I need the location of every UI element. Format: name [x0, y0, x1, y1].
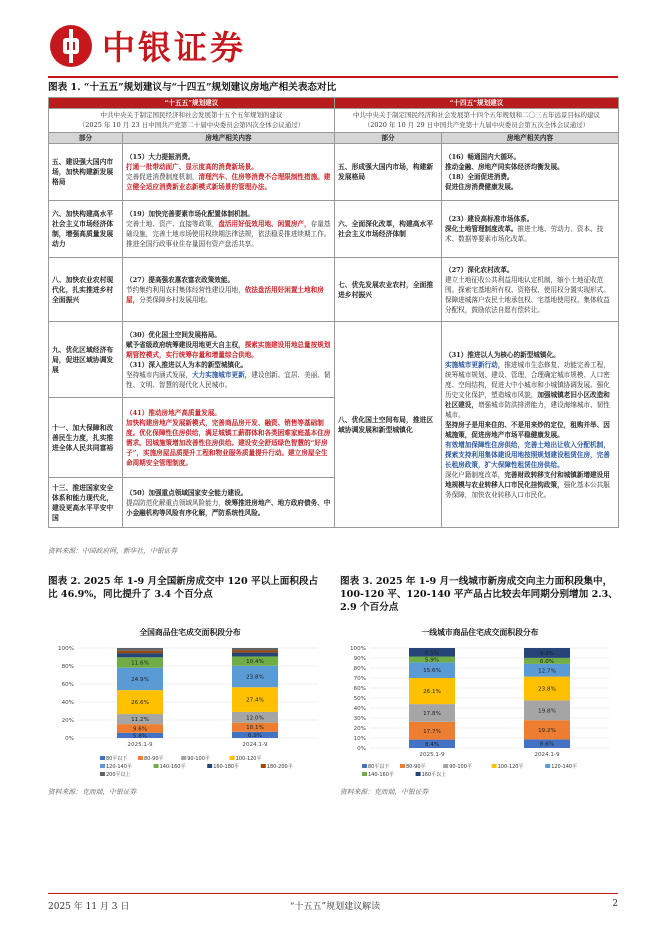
- legend-swatch: [181, 756, 186, 760]
- legend-swatch: [230, 756, 235, 760]
- legend-label: 100-120平: [235, 756, 262, 762]
- left-part: 六、加快构建高水平社会主义市场经济体制，增强高质量发展动力: [49, 201, 123, 258]
- right-part: 六、全面深化改革，构建高水平社会主义市场经济体制: [335, 201, 442, 258]
- bar-segment: [232, 653, 278, 657]
- left-part: 十三、推进国家安全体系和能力现代化，建设更高水平平安中国: [49, 478, 123, 528]
- data-label: 26.1%: [423, 689, 441, 696]
- chart1-title: 全国商品住宅成交面积段分布: [139, 628, 241, 637]
- legend-swatch: [400, 764, 405, 768]
- left-header: “十五五”规划建议: [49, 98, 335, 109]
- data-label: 8.4%: [424, 741, 440, 748]
- legend-label: 80平以下: [106, 756, 128, 762]
- legend-label: 120-140平: [106, 764, 132, 770]
- legend-label: 80-90平: [406, 764, 426, 770]
- x-tick-label: 2025.1-9: [127, 742, 153, 748]
- legend-label: 120-140平: [551, 764, 578, 770]
- footer-divider: [48, 893, 618, 894]
- legend-swatch: [207, 764, 212, 768]
- right-subtitle: 中共中央关于制定国民经济和社会发展第十四个五年规划和二〇三五年远景目标的建议 （2020 年 10 月 29 日中国共产党第十九届中央委员会第五次全体会议通过）: [335, 109, 619, 133]
- data-label: 10.4%: [246, 659, 264, 666]
- legend-label: 160-180平: [213, 764, 240, 770]
- data-label: 8.5%: [424, 650, 440, 657]
- y-tick-label: 50%: [353, 696, 366, 702]
- y-tick-label: 40%: [353, 706, 366, 712]
- right-part: 五、形成强大国内市场，构建新发展格局: [335, 144, 442, 201]
- right-content: （16）畅通国内大循环。 推动金融、房地产同实体经济均衡发展。 （18）全面促进消费。 促进住房消费健康发展。: [442, 144, 619, 201]
- y-tick-label: 60%: [61, 682, 74, 688]
- policy-comparison-table: [48, 97, 619, 528]
- legend-swatch: [545, 764, 550, 768]
- right-content: （27）深化农村改革。 建立土地征收公共利益用地认定机制，缩小土地征收范围。探索宅基地所有权、资格权、使用权分置实现形式。保障进城落户农民土地承包权、宅基地使用权、集体收益分配权，鼓励依法自愿有偿转让。: [442, 258, 619, 322]
- y-tick-label: 20%: [61, 718, 74, 724]
- data-label: 5.8%: [132, 733, 148, 740]
- col-part: 部分: [49, 133, 123, 144]
- right-content: （23）建设高标准市场体系。 深化土地管理制度改革。推进土地、劳动力、资本、技术、数据等要素市场化改革。: [442, 201, 619, 258]
- legend-swatch: [416, 772, 421, 776]
- bar-segment: [117, 648, 163, 651]
- legend-label: 100-120平: [497, 764, 524, 770]
- data-label: 17.8%: [423, 711, 441, 717]
- y-tick-label: 90%: [353, 656, 366, 662]
- legend-label: 90-100平: [187, 756, 210, 762]
- left-content: （50）加强重点领域国家安全能力建设。 提高防范化解重点领域风险能力，统筹推进房地产、地方政府债务、中小金融机构等风险有序化解，严防系统性风险。: [123, 478, 335, 528]
- data-label: 10.1%: [246, 725, 264, 732]
- fig1-caption: 图表 1. “十五五”规划建议与“十四五”规划建议房地产相关表态对比: [48, 82, 337, 93]
- table-row: [49, 322, 619, 398]
- col-part: 部分: [335, 133, 442, 144]
- fig2-caption: 图表 2. 2025 年 1-9 月全国新房成交中 120 平以上面积段占比 46.9%，同比提升了 3.4 个百分点: [48, 576, 319, 600]
- left-part: 五、建设强大国内市场，加快构建新发展格局: [49, 144, 123, 201]
- legend-swatch: [154, 764, 159, 768]
- data-label: 11.6%: [131, 660, 149, 667]
- left-content: （15）大力提振消费。 打通一批带动面广、显示度高的消费新场景。 完善促进消费制度机制，清理汽车、住房等消费不合理限制性措施。建立健全适应消费新业态新模式新场景的管理办法。: [123, 144, 335, 201]
- y-tick-label: 20%: [353, 726, 366, 732]
- y-tick-label: 60%: [353, 686, 366, 692]
- y-tick-label: 40%: [61, 700, 74, 706]
- right-part: 八、优化国土空间布局，推进区域协调发展和新型城镇化: [335, 322, 442, 528]
- fig2-source: 资料来源：克而瑞，中银证券: [48, 788, 137, 796]
- bank-logo-icon: [50, 25, 92, 67]
- table-row: [49, 258, 619, 322]
- legend-label: 140-160平: [159, 764, 186, 770]
- right-part: 七、优先发展农业农村，全面推进乡村振兴: [335, 258, 442, 322]
- data-label: 12.7%: [538, 668, 556, 675]
- left-part: 九、优化区域经济布局，促进区域协调发展: [49, 322, 123, 398]
- data-label: 11.2%: [131, 717, 149, 724]
- left-content: （27）提高强农惠农富农政策效能。 节约集约利用农村集体经营性建设用地，依法盘活用好闲置土地和房屋，分类保障乡村发展用地。: [123, 258, 335, 322]
- y-tick-label: 80%: [353, 666, 366, 672]
- right-content: （31）推进以人为核心的新型城镇化。 实施城市更新行动，推进城市生态修复、功能完善工程，统筹城市规划、建设、管理，合理确定城市规模、人口密度、空间结构，促进大中小城市和小城镇协调发展。强化历史文化保护，塑造城市风貌，加强城镇老旧小区改造和社区建设，增强城市防洪排涝能力，建设海绵城市、韧性城市。 坚持房子是用来住的、不是用来炒的定位，租购并举、因城施策，促进房地产市场平稳健康发展。 有效增加保障性住房供给，完善土地出让收入分配机制，探索支持利用集体建设用地按照规划建设租赁住房，完善长租房政策，扩大保障性租赁住房供给。 深化户籍制度改革，完善财政转移支付和城镇新增建设用地规模与农业转移人口市民化挂钩政策，强化基本公共服务保障，加快农业转移人口市民化。: [442, 322, 619, 528]
- left-content: （19）加快完善要素市场化配置体制机制。 完善土地、资产、直接等政策，盘活用好低效用地、闲置房产，存量基础设施，完善土地市场使用权续期法律法规，依法稳妥推进续期工作。推进全国行政事业住存量国有资产盘活共享。: [123, 201, 335, 258]
- legend-label: 90-100平: [449, 764, 472, 770]
- legend-label: 140-160平: [368, 772, 394, 778]
- brand-name: 中银证券: [102, 28, 246, 67]
- y-tick-label: 70%: [353, 676, 366, 682]
- legend-swatch: [100, 764, 105, 768]
- data-label: 19.2%: [538, 727, 556, 734]
- data-label: 5.9%: [424, 657, 440, 664]
- chart2-title: 一线城市商品住宅成交面积段分布: [421, 628, 539, 637]
- fig1-source: 资料来源：中国政府网，新华社，中银证券: [48, 547, 178, 555]
- data-label: 19.8%: [538, 708, 556, 715]
- legend-label: 200平以上: [106, 772, 131, 778]
- col-content: 房地产相关内容: [123, 133, 335, 144]
- y-tick-label: 0%: [65, 736, 74, 742]
- fig3-caption: 图表 3. 2025 年 1-9 月一线城市新房成交向主力面积段集中，100-120 平、120-140 平产品占比较去年同期分别增加 2.3、2.9 个百分点: [340, 576, 618, 613]
- data-label: 17.7%: [423, 728, 441, 735]
- y-tick-label: 100%: [350, 646, 366, 652]
- data-label: 23.8%: [538, 686, 556, 693]
- y-tick-label: 10%: [353, 736, 366, 742]
- col-content: 房地产相关内容: [442, 133, 619, 144]
- chart-national-area-distribution: [48, 640, 326, 780]
- footer-title: “十五五”规划建议解读: [289, 902, 381, 912]
- data-label: 24.9%: [131, 676, 149, 683]
- left-part: 八、加快农业农村现代化，扎实推进乡村全面振兴: [49, 258, 123, 322]
- table-row: [49, 201, 619, 258]
- header-divider: [48, 76, 618, 78]
- data-label: 9.6%: [132, 726, 148, 733]
- y-tick-label: 0%: [357, 746, 366, 752]
- data-label: 6.0%: [539, 658, 555, 665]
- fig3-source: 资料来源：克而瑞，中银证券: [340, 788, 429, 796]
- right-header: “十四五”规划建议: [335, 98, 619, 109]
- left-part: 十一、加大保障和改善民生力度，扎实推进全体人民共同富裕: [49, 398, 123, 478]
- data-label: 12.0%: [246, 715, 264, 722]
- y-tick-label: 30%: [353, 716, 366, 722]
- left-content: （30）优化国土空间发展格局。 赋予省级政府统筹建设用地更大自主权，探索实施建设用地总量按规划期管控模式，实行统筹存量和增量综合供地。 （31）深入推进以人为本的新型城镇化。 坚持城市内涵式发展，大力实施城市更新，建设创新、宜居、美丽、韧性、文明、智慧的现代化人民城市。: [123, 322, 335, 398]
- left-subtitle: 中共中央关于制定国民经济和社会发展第十五个五年规划的建议 （2025 年 10 月 23 日中国共产党第二十届中央委员会第四次全体会议通过）: [49, 109, 335, 133]
- data-label: 15.6%: [423, 668, 441, 675]
- bar-segment: [117, 653, 163, 657]
- x-tick-label: 2024.1-9: [534, 752, 560, 758]
- data-label: 6.9%: [247, 732, 263, 739]
- bar-segment: [232, 648, 278, 651]
- data-label: 9.9%: [539, 650, 555, 657]
- left-content: （41）推动房地产高质量发展。 加快构建房地产发展新模式，完善商品房开发、融资、销售等基础制度。优化保障性住房供给，满足城镇工薪群体和各类困难家庭基本住房需求。因城施策增加改善性住房供给。建设安全舒适绿色智慧的“好房子”，实施房屋品质提升工程和物业服务质量提升行动。建立房屋全生命周期安全管理制度。: [123, 398, 335, 478]
- brand-logo: [50, 22, 246, 69]
- bar-segment: [117, 651, 163, 653]
- page-number: 2: [612, 899, 618, 909]
- data-label: 26.6%: [131, 700, 149, 707]
- data-label: 8.6%: [539, 741, 555, 748]
- data-label: 23.8%: [246, 674, 264, 681]
- table-row: [49, 144, 619, 201]
- data-label: 27.4%: [246, 697, 264, 704]
- chart-tier1-area-distribution: [340, 640, 618, 780]
- legend-label: 160平以上: [421, 772, 447, 778]
- y-tick-label: 80%: [61, 664, 74, 670]
- legend-swatch: [138, 756, 143, 760]
- bar-segment: [232, 651, 278, 653]
- x-tick-label: 2024.1-9: [242, 742, 268, 748]
- legend-label: 180-200平: [266, 764, 293, 770]
- y-tick-label: 100%: [58, 646, 74, 652]
- legend-swatch: [100, 756, 105, 760]
- x-tick-label: 2025.1-9: [419, 752, 445, 758]
- legend-swatch: [443, 764, 448, 768]
- legend-swatch: [261, 764, 266, 768]
- legend-swatch: [492, 764, 497, 768]
- footer-date: 2025 年 11 月 3 日: [48, 902, 130, 912]
- legend-label: 80平以下: [368, 764, 390, 770]
- legend-swatch: [362, 764, 367, 768]
- legend-swatch: [100, 772, 105, 776]
- legend-label: 80-90平: [144, 756, 164, 762]
- legend-swatch: [362, 772, 367, 776]
